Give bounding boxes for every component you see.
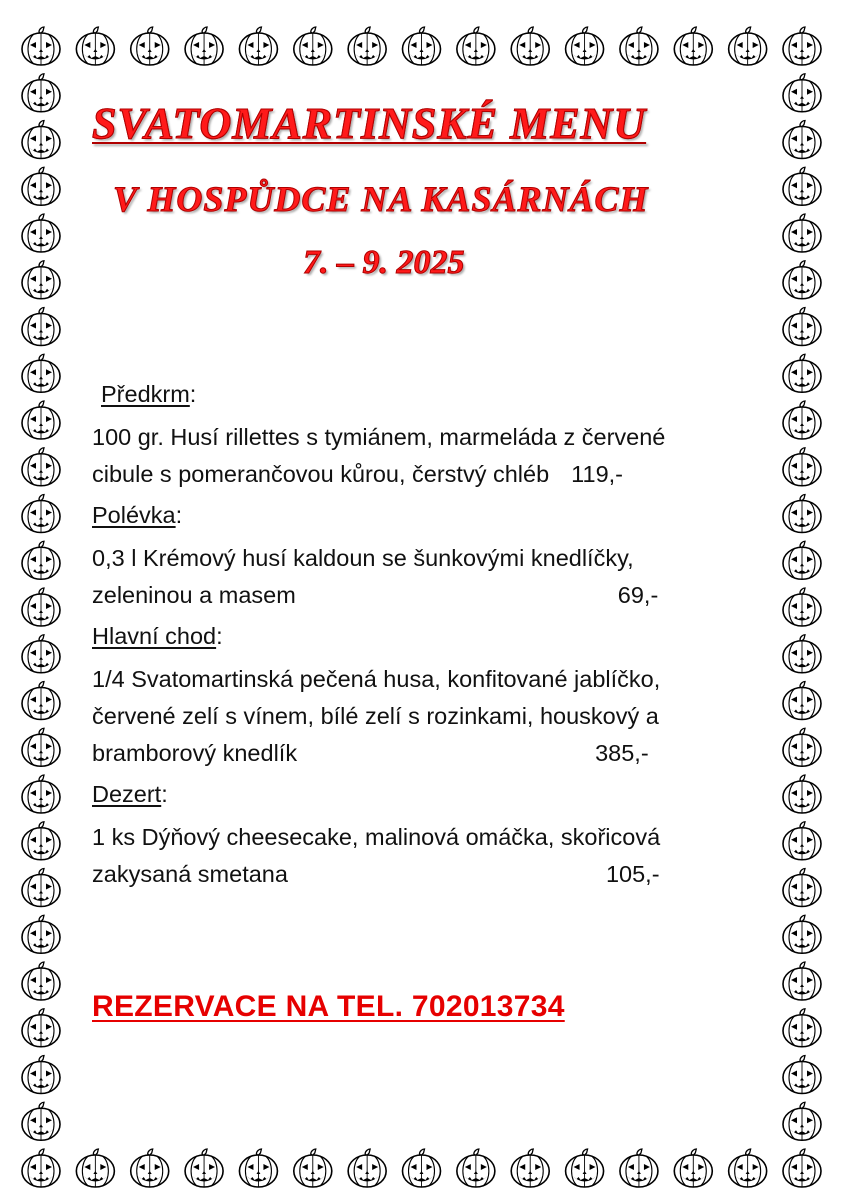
jack-o-lantern-icon [620,1149,658,1187]
jack-o-lantern-icon [22,354,60,392]
jack-o-lantern-icon [22,214,60,252]
jack-o-lantern-icon [783,495,821,533]
jack-o-lantern-icon [185,1149,223,1187]
jack-o-lantern-icon [348,1149,386,1187]
jack-o-lantern-icon [674,27,712,65]
soup-dish [92,540,742,614]
jack-o-lantern-icon [783,261,821,299]
jack-o-lantern-icon [783,682,821,720]
jack-o-lantern-icon [457,27,495,65]
event-date: 7. – 9. 2025 [303,244,465,281]
main-course-heading-label: Hlavní chod [92,623,217,649]
jack-o-lantern-icon [783,1056,821,1094]
main-course-line-2: červené zelí s vínem, bílé zelí s rozinkami, houskový a [92,703,659,729]
jack-o-lantern-icon [783,962,821,1000]
main-course-section [92,618,742,772]
jack-o-lantern-icon [348,27,386,65]
jack-o-lantern-icon [783,822,821,860]
jack-o-lantern-icon [22,635,60,673]
jack-o-lantern-icon [22,401,60,439]
reservation-phone: REZERVACE NA TEL. 702013734 [92,990,565,1023]
jack-o-lantern-icon [22,588,60,626]
jack-o-lantern-icon [674,1149,712,1187]
jack-o-lantern-icon [22,167,60,205]
jack-o-lantern-icon [22,1056,60,1094]
jack-o-lantern-icon [294,27,332,65]
jack-o-lantern-icon [76,27,114,65]
jack-o-lantern-icon [783,448,821,486]
jack-o-lantern-icon [185,27,223,65]
jack-o-lantern-icon [403,27,441,65]
jack-o-lantern-icon [22,915,60,953]
jack-o-lantern-icon [22,728,60,766]
jack-o-lantern-icon [22,121,60,159]
jack-o-lantern-icon [22,1102,60,1140]
jack-o-lantern-icon [783,915,821,953]
jack-o-lantern-icon [729,27,767,65]
menu-title: SVATOMARTINSKÉ MENU [92,99,647,148]
jack-o-lantern-icon [457,1149,495,1187]
jack-o-lantern-icon [783,401,821,439]
jack-o-lantern-icon [239,1149,277,1187]
jack-o-lantern-icon [22,775,60,813]
dessert-line-1: 1 ks Dýňový cheesecake, malinová omáčka, skořicová [92,824,661,850]
jack-o-lantern-icon [22,308,60,346]
jack-o-lantern-icon [783,121,821,159]
soup-section [92,497,742,614]
dessert-line-2: zakysaná smetana [92,861,288,887]
jack-o-lantern-icon [783,214,821,252]
starter-line-1: 100 gr. Husí rillettes s tymiánem, marmeláda z červené [92,424,666,450]
starter-section [92,376,742,493]
jack-o-lantern-icon [511,1149,549,1187]
restaurant-name: V HOSPŮDCE NA KASÁRNÁCH [113,179,649,219]
jack-o-lantern-icon [22,1009,60,1047]
soup-heading-label: Polévka [92,502,176,528]
jack-o-lantern-icon [620,27,658,65]
jack-o-lantern-icon [783,775,821,813]
jack-o-lantern-icon [22,74,60,112]
jack-o-lantern-icon [22,869,60,907]
dessert-section [92,776,742,893]
main-course-dish [92,661,742,772]
starter-heading-label: Předkrm [101,381,190,407]
soup-heading: Polévka: [92,502,183,528]
main-course-heading: Hlavní chod: [92,623,223,649]
jack-o-lantern-icon [783,1149,821,1187]
starter-heading: Předkrm: [101,381,197,407]
soup-line-1: 0,3 l Krémový husí kaldoun se šunkovými knedlíčky, [92,545,634,571]
jack-o-lantern-icon [783,308,821,346]
jack-o-lantern-icon [729,1149,767,1187]
jack-o-lantern-icon [783,869,821,907]
jack-o-lantern-icon [783,728,821,766]
jack-o-lantern-icon [511,27,549,65]
jack-o-lantern-icon [22,27,60,65]
jack-o-lantern-icon [22,541,60,579]
jack-o-lantern-icon [566,27,604,65]
jack-o-lantern-icon [76,1149,114,1187]
jack-o-lantern-icon [22,962,60,1000]
jack-o-lantern-icon [22,682,60,720]
menu-list [92,376,742,897]
soup-line-2: zeleninou a masem [92,582,296,608]
starter-price: 119,- [571,461,623,487]
jack-o-lantern-icon [403,1149,441,1187]
dessert-heading-label: Dezert [92,781,162,807]
jack-o-lantern-icon [783,74,821,112]
main-course-price: 385,- [595,740,649,766]
jack-o-lantern-icon [22,1149,60,1187]
jack-o-lantern-icon [783,635,821,673]
jack-o-lantern-icon [294,1149,332,1187]
jack-o-lantern-icon [131,27,169,65]
jack-o-lantern-icon [566,1149,604,1187]
jack-o-lantern-icon [22,261,60,299]
jack-o-lantern-icon [131,1149,169,1187]
jack-o-lantern-icon [22,822,60,860]
jack-o-lantern-icon [783,588,821,626]
starter-line-2: cibule s pomerančovou kůrou, čerstvý chléb [92,461,550,487]
jack-o-lantern-icon [783,354,821,392]
jack-o-lantern-icon [783,1102,821,1140]
starter-dish [92,419,742,493]
jack-o-lantern-icon [783,167,821,205]
dessert-price: 105,- [605,861,660,887]
jack-o-lantern-icon [783,1009,821,1047]
dessert-heading: Dezert: [92,781,168,807]
jack-o-lantern-icon [22,448,60,486]
jack-o-lantern-icon [22,495,60,533]
main-course-line-3: bramborový knedlík [92,740,298,766]
dessert-dish [92,819,742,893]
jack-o-lantern-icon [783,541,821,579]
jack-o-lantern-icon [783,27,821,65]
soup-price: 69,- [617,582,659,608]
jack-o-lantern-icon [239,27,277,65]
main-course-line-1: 1/4 Svatomartinská pečená husa, konfitované jablíčko, [92,666,661,692]
